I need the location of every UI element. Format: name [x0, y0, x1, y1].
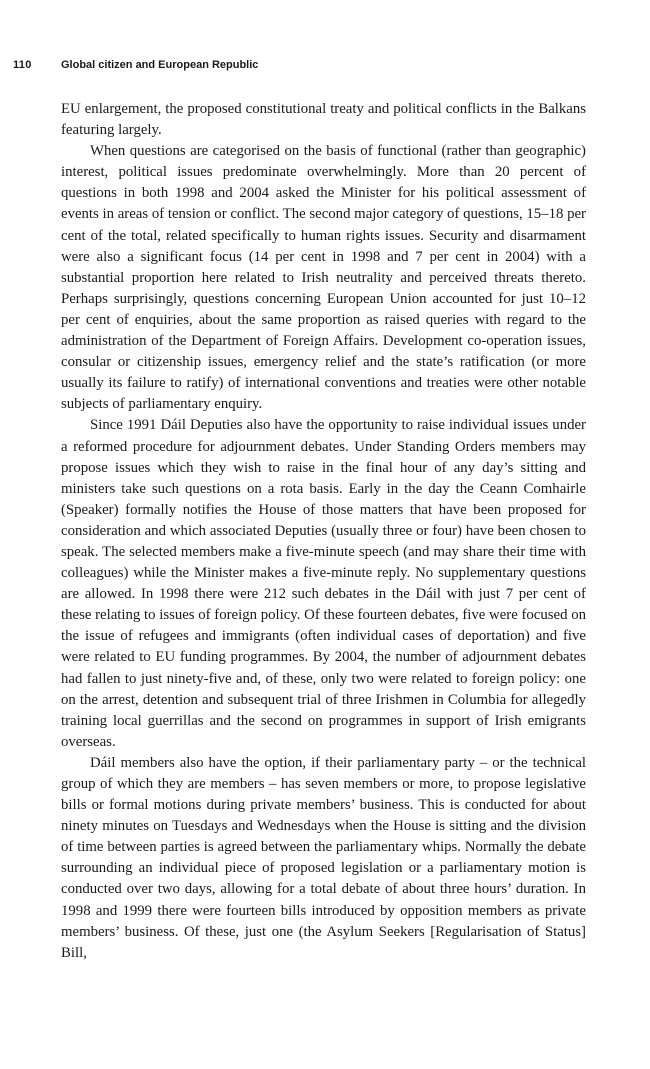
running-header: [0, 59, 650, 77]
page-number: 110: [13, 59, 32, 71]
paragraph-question-categories: When questions are categorised on the basis of functional (rather than geographic) interest, political issues predominate overwhelmingly. More than 20 percent of questions in both 1998 and 2004 asked the Minister for his political assessment of events in areas of tension or conflict. The second major category of questions, 15–18 per cent of the total, related specifically to human rights issues. Security and disarmament were also a significant focus (14 per cent in 1998 and 7 per cent in 2004) with a substantial proportion here related to Irish neutrality and perceived threats thereto. Perhaps surprisingly, questions concerning European Union accounted for just 10–12 per cent of enquiries, about the same proportion as raised queries with regard to the administration of the Department of Foreign Affairs. Development co-operation issues, consular or citizenship issues, emergency relief and the state’s ratification (or more usually its failure to ratify) of international conventions and treaties were other notable subjects of parliamentary enquiry.: [61, 143, 586, 413]
paragraph-private-members-business: Dáil members also have the option, if their parliamentary party – or the technical group of which they are members – has seven members or more, to propose legislative bills or formal motions during private members’ business. This is conducted for about ninety minutes on Tuesdays and Wednesdays when the House is sitting and the division of time between parties is agreed between the parliamentary whips. Normally the debate surrounding an individual piece of proposed legislation or a parliamentary motion is conducted over two days, allowing for a total debate of about three hours’ duration. In 1998 and 1999 there were fourteen bills introduced by opposition members as private members’ business. Of these, just one (the Asylum Seekers [Regularisation of Status] Bill,: [61, 754, 586, 961]
body-text: [61, 99, 586, 964]
paragraph-adjournment-debates: Since 1991 Dáil Deputies also have the opportunity to raise individual issues under a reformed procedure for adjournment debates. Under Standing Orders members may propose issues which they wish to raise in the final hour of any day’s sitting and ministers take such questions on a rota basis. Early in the day the Ceann Comhairle (Speaker) formally notifies the House of those matters that have been proposed for consideration and which associated Deputies (usually three or four) have been chosen to speak. The selected members make a five-minute speech (and may share their time with colleagues) while the Minister makes a five-minute reply. No supplementary questions are allowed. In 1998 there were 212 such debates in the Dáil with just 7 per cent of these relating to issues of foreign policy. Of these fourteen debates, five were focused on the issue of refugees and immigrants (often individual cases of deportation) and five were related to EU funding programmes. By 2004, the number of adjournment debates had fallen to just ninety-five and, of these, only two were related to foreign policy: one on the arrest, detention and subsequent trial of three Irishmen in Columbia for allegedly training local guerrillas and the second on programmes in support of Irish emigrants overseas.: [61, 417, 586, 750]
running-title: Global citizen and European Republic: [61, 59, 259, 71]
paragraph-continuation: EU enlargement, the proposed constitutional treaty and political conflicts in the Balkans featuring largely.: [61, 101, 586, 139]
